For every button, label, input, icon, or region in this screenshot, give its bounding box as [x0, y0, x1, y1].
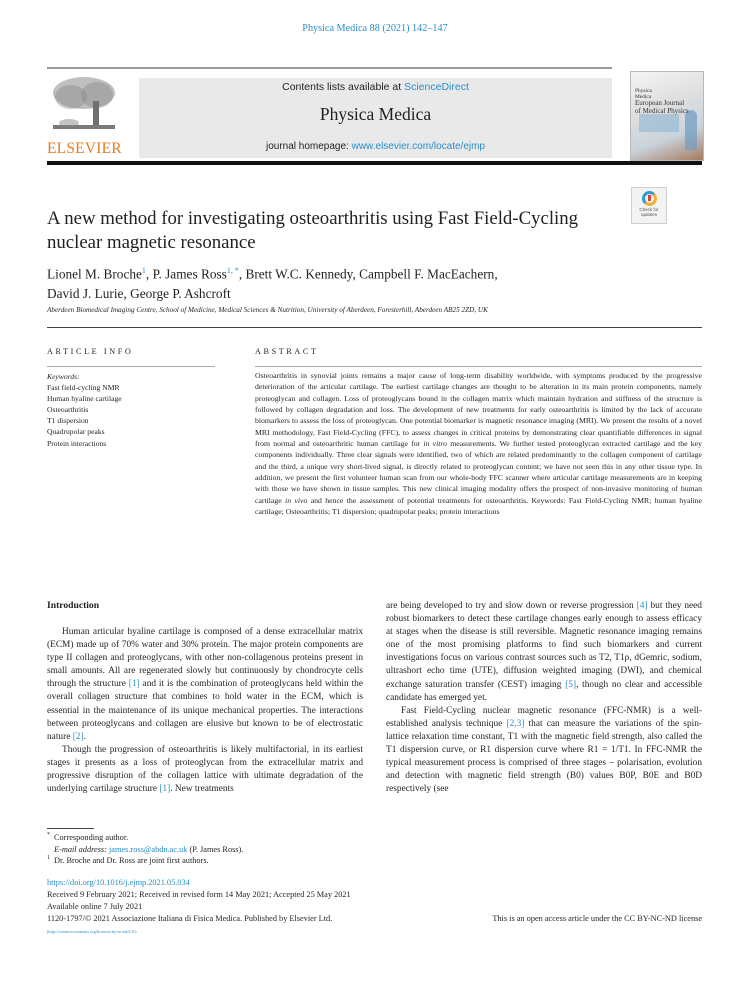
- article-info-rule: [47, 366, 215, 367]
- contents-line: [139, 81, 612, 93]
- body-paragraph: Human articular hyaline cartilage is composed of a dense extracellular matrix (ECM) made up of 70% water and 30% protein. The major protein components are type II collagen and proteoglycans, with other non-collagenous proteins present in small amounts. All are regenerated slowly but continuously by chondrocyte cells through the structure [1] and it is the combination of proteoglycans held within the overall collagen structure that combines to hold water in the ECM, which is essential in the maintenance of its unique mechanical properties. The interactions between proteoglycans and collagen are elusive but known to be of electrostatic nature [2].: [47, 627, 363, 742]
- body-paragraph: are being developed to try and slow down or reverse progression [4] but they need robust biomarkers to detect these cartilage changes early enough to assess efficacy at stages when the disease is still reversible. Magnetic resonance imaging remains one of the most promising platforms to find such biomarkers and current investigations focus on various contrast sources such as T2, T1ρ, dGemric, sodium, ultrashort echo time (UTE), diffusion weighted imaging (DWI), and chemical exchange saturation transfer (CEST) imaging [5], though no clear and accessible candidate has emerged yet.: [386, 601, 703, 703]
- open-access-text: This is an open access article under the CC BY-NC-ND license: [492, 914, 702, 923]
- author-name[interactable]: Lionel M. Broche: [47, 266, 142, 282]
- citation-link[interactable]: [5]: [565, 679, 577, 690]
- journal-homepage-link[interactable]: www.elsevier.com/locate/ejmp: [351, 141, 485, 152]
- check-for-updates-button[interactable]: [631, 187, 667, 224]
- footnote-corresponding: * Corresponding author.: [47, 832, 129, 842]
- cover-body-figure-icon: [685, 110, 697, 150]
- section-divider: [47, 327, 702, 328]
- elsevier-tree-icon: [49, 75, 119, 133]
- keyword-item: Protein interactions: [47, 438, 107, 448]
- doi-link[interactable]: https://doi.org/10.1016/j.ejmp.2021.05.034: [47, 878, 190, 887]
- cover-decoration: [639, 114, 679, 132]
- footnote-rule: [47, 828, 94, 829]
- author-list: Lionel M. Broche$^1$, P. James Ross$^{1, *}$, Brett W.C. Kennedy, Campbell F. MacEachern, David J. Lurie, George P. Ashcroft: [47, 266, 498, 302]
- footnote-email: E-mail address: james.ross@abdn.ac.uk (P. James Ross).: [54, 844, 244, 854]
- crossmark-icon: [642, 191, 657, 206]
- body-column-right: [386, 600, 702, 796]
- body-paragraph: Though the progression of osteoarthritis is likely multifactorial, in its earliest stages it presents as a loss of proteoglycan from the extracellular matrix and progressive disruption of the collagen lattice with ultimate degradation of the underlying cartilage structure [1]. New treatments: [47, 744, 363, 795]
- masthead-rule: [47, 161, 702, 165]
- citation-link[interactable]: [2]: [72, 731, 84, 742]
- body-paragraph: Fast Field-Cycling nuclear magnetic resonance (FFC-NMR) is a well-established analysis technique [2,3] that can measure the variations of the spin-lattice relaxation time constant, T1 with the magnetic field strength, also called the T1 dispersion curve, or R1 dispersion curve where R1 = 1/T1. In FFC-NMR the typical measurement process is comprised of three stages – polarisation, evolution and detection with magnetic field strength (B0) values B0P, B0E and B0D respectively (see: [386, 705, 702, 795]
- author-name[interactable]: David J. Lurie: [47, 286, 124, 302]
- article-info-heading: ARTICLE INFO: [47, 347, 134, 356]
- crossmark-label: Check for updates: [639, 207, 659, 217]
- cover-title: Physica Medica European Journal of Medical Physics: [635, 88, 689, 115]
- article-title: A new method for investigating osteoarthritis using Fast Field-Cycling nuclear magnetic resonance: [47, 208, 579, 253]
- author-name[interactable]: P. James Ross: [152, 266, 227, 282]
- keyword-item: Osteoarthritis: [47, 405, 89, 415]
- journal-info-box: [139, 78, 612, 158]
- citation-link[interactable]: [2,3]: [506, 718, 525, 729]
- abstract-heading: ABSTRACT: [255, 347, 319, 356]
- header-rule: [47, 67, 612, 69]
- author-affiliation-mark[interactable]: 1: [141, 266, 146, 275]
- keywords-label: Keywords:: [47, 372, 80, 381]
- contents-prefix: Contents lists available at: [282, 81, 405, 93]
- elsevier-logo[interactable]: [47, 71, 121, 159]
- email-link[interactable]: james.ross@abdn.ac.uk: [109, 844, 188, 854]
- journal-citation-link[interactable]: Physica Medica 88 (2021) 142–147: [302, 23, 448, 34]
- keyword-item: T1 dispersion: [47, 416, 89, 426]
- body-column-left: [47, 626, 363, 796]
- author-name[interactable]: Campbell F. MacEachern: [359, 266, 495, 282]
- abstract-rule: [255, 366, 702, 367]
- elsevier-wordmark: ELSEVIER: [47, 140, 122, 157]
- author-affiliation-mark[interactable]: 1, *: [226, 266, 239, 275]
- footnote-joint-authors: 1 Dr. Broche and Dr. Ross are joint first authors.: [47, 855, 209, 866]
- citation-link[interactable]: [4]: [636, 601, 648, 611]
- license-line: [47, 913, 702, 925]
- journal-name: Physica Medica: [319, 104, 432, 124]
- sciencedirect-link[interactable]: ScienceDirect: [404, 81, 469, 93]
- license-link[interactable]: (http://creativecommons.org/licenses/by-nc-nd/4.0/).: [47, 929, 138, 934]
- author-affiliation: Aberdeen Biomedical Imaging Centre, School of Medicine, Medical Sciences & Nutrition, University of Aberdeen, Foresterhill, Aberdeen AB25 2ZD, UK: [47, 306, 488, 314]
- abstract-text: Osteoarthritis in synovial joints remains a major cause of long-term disability worldwide, with symptoms produced by the progressive deterioration of the articular cartilage. The earliest cartilage changes are thought to be alteration in its main protein components, namely proteoglycan and collagen. Loss of proteoglycans bound in the collagen matrix which maintain hydration and stiffness of the structure is followed by collagen degradation and loss. The development of new treatments for early osteoarthritis is limited by the lack of accurate biomarkers to assess the loss of proteoglycan. One potential biomarker is magnetic resonance imaging (MRI). We present the results of a novel MRI methodology, Fast Field-Cycling (FFC), to assess changes in critical proteins by demonstrating clear quantifiable differences in signal from normal and osteoarthritic human cartilage for in vitro measurements. We further tested proteoglycan extracted cartilage and the key components individually. Three clear signals were identified, two of which are related predominantly to the collagen component of cartilage and the third, a unique very short-lived signal, is directly related to proteoglycan content; we have not seen this in any other tissue type. In addition, we present the first volunteer human scan from our whole-body FFC scanner where articular cartilage measurements are in keeping with those we have shown in tissue samples. This new clinical imaging modality offers the prospect of non-invasive monitoring of human cartilage in vivo and hence the assessment of potential treatments for osteoarthritis. Keywords: Fast Field-Cycling NMR; human hyaline cartilage; Osteoarthritis; T1 dispersion; quadrupolar peaks; protein interactions: [255, 371, 702, 517]
- homepage-line: [139, 141, 612, 152]
- author-name[interactable]: George P. Ashcroft: [130, 286, 231, 302]
- citation-link[interactable]: [1]: [128, 679, 140, 690]
- publication-info: [47, 877, 702, 938]
- journal-cover-image[interactable]: [630, 71, 704, 161]
- keywords-list: [47, 371, 122, 449]
- author-name[interactable]: Brett W.C. Kennedy: [245, 266, 353, 282]
- introduction-heading: Introduction: [47, 600, 100, 611]
- copyright-text: 1120-1797/© 2021 Associazione Italiana di Fisica Medica. Published by Elsevier Ltd.: [47, 914, 333, 923]
- received-dates: Received 9 February 2021; Received in revised form 14 May 2021; Accepted 25 May 2021: [47, 890, 351, 899]
- journal-masthead: [47, 71, 702, 159]
- keyword-item: Fast field-cycling NMR: [47, 383, 120, 393]
- citation-link[interactable]: [1]: [159, 784, 171, 795]
- homepage-prefix: journal homepage:: [265, 141, 352, 152]
- footnotes: [47, 832, 243, 867]
- available-online-date: Available online 7 July 2021: [47, 902, 143, 911]
- keyword-item: Quadrupolar peaks: [47, 427, 105, 437]
- keyword-item: Human hyaline cartilage: [47, 394, 122, 404]
